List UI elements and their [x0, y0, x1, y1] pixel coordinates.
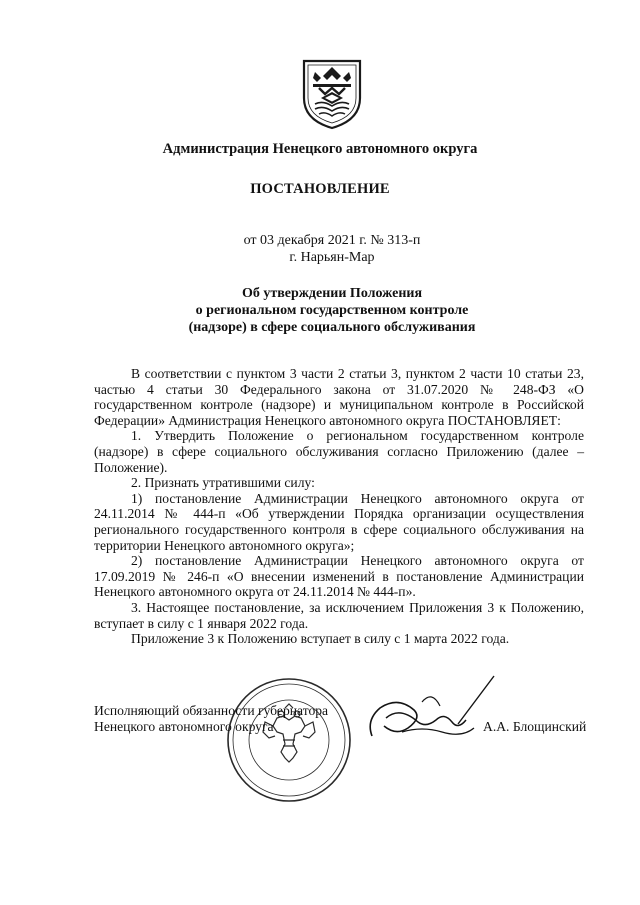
- document-title: [0, 285, 640, 336]
- document-title-line: о региональном государственном контроле: [195, 303, 469, 318]
- coat-of-arms-nenets-emblem-icon: [301, 58, 363, 130]
- document-body: [94, 366, 584, 647]
- document-type-heading: ПОСТАНОВЛЕНИЕ: [250, 181, 390, 197]
- official-round-seal-icon: [225, 676, 353, 804]
- document-date-number: от 03 декабря 2021 г. № 313-п: [243, 233, 421, 248]
- preamble-paragraph: В соответствии с пунктом 3 части 2 статьи 3, пунктом 2 части 10 статьи 23, частью 4 статьи 30 Федерального закона от 31.07.2020 № 248-ФЗ «О государственном контроле (надзоре) и муниципальном контроле в Российской Федерации» Администрация Ненецкого автономного округа ПОСТАНОВЛЯЕТ:: [94, 366, 584, 428]
- handwritten-signature: [362, 666, 502, 762]
- signatory-position-line: Ненецкого автономного округа: [94, 719, 274, 734]
- organization-title: Администрация Ненецкого автономного округа: [162, 141, 478, 157]
- coat-of-arms-emblem: [301, 58, 363, 130]
- clause-2: 2. Признать утратившими силу:: [131, 475, 315, 491]
- document-place: г. Нарьян-Мар: [289, 250, 375, 265]
- handwritten-signature-icon: [362, 666, 502, 762]
- clause-2-1: 1) постановление Администрации Ненецкого автономного округа от 24.11.2014 № 444-п «Об утверждении Порядка организации осуществления регионального государственного контроля в сфере социального обслуживания на территории Ненецкого автономного округа»;: [94, 490, 584, 553]
- signatory-position: [94, 703, 328, 735]
- clause-2-2: 2) постановление Администрации Ненецкого автономного округа от 17.09.2019 № 246-п «О внесении изменений в постановление Администрации Ненецкого автономного округа от 24.11.2014 № 444-п».: [94, 553, 584, 600]
- document-title-line: (надзоре) в сфере социального обслуживания: [188, 320, 476, 335]
- official-seal: [225, 676, 353, 804]
- clause-1: 1. Утвердить Положение о региональном государственном контроле (надзоре) в сфере социального обслуживания согласно Приложению (далее – Положение).: [94, 428, 584, 475]
- clause-3-note: Приложение 3 к Положению вступает в силу с 1 марта 2022 года.: [131, 631, 510, 647]
- signatory-name: А.А. Блощинский: [483, 719, 587, 734]
- signatory-position-line: Исполняющий обязанности губернатора: [94, 703, 329, 718]
- clause-3: 3. Настоящее постановление, за исключением Приложения 3 к Положению, вступает в силу с 1 января 2022 года.: [94, 599, 584, 631]
- document-title-line: Об утверждении Положения: [241, 286, 423, 301]
